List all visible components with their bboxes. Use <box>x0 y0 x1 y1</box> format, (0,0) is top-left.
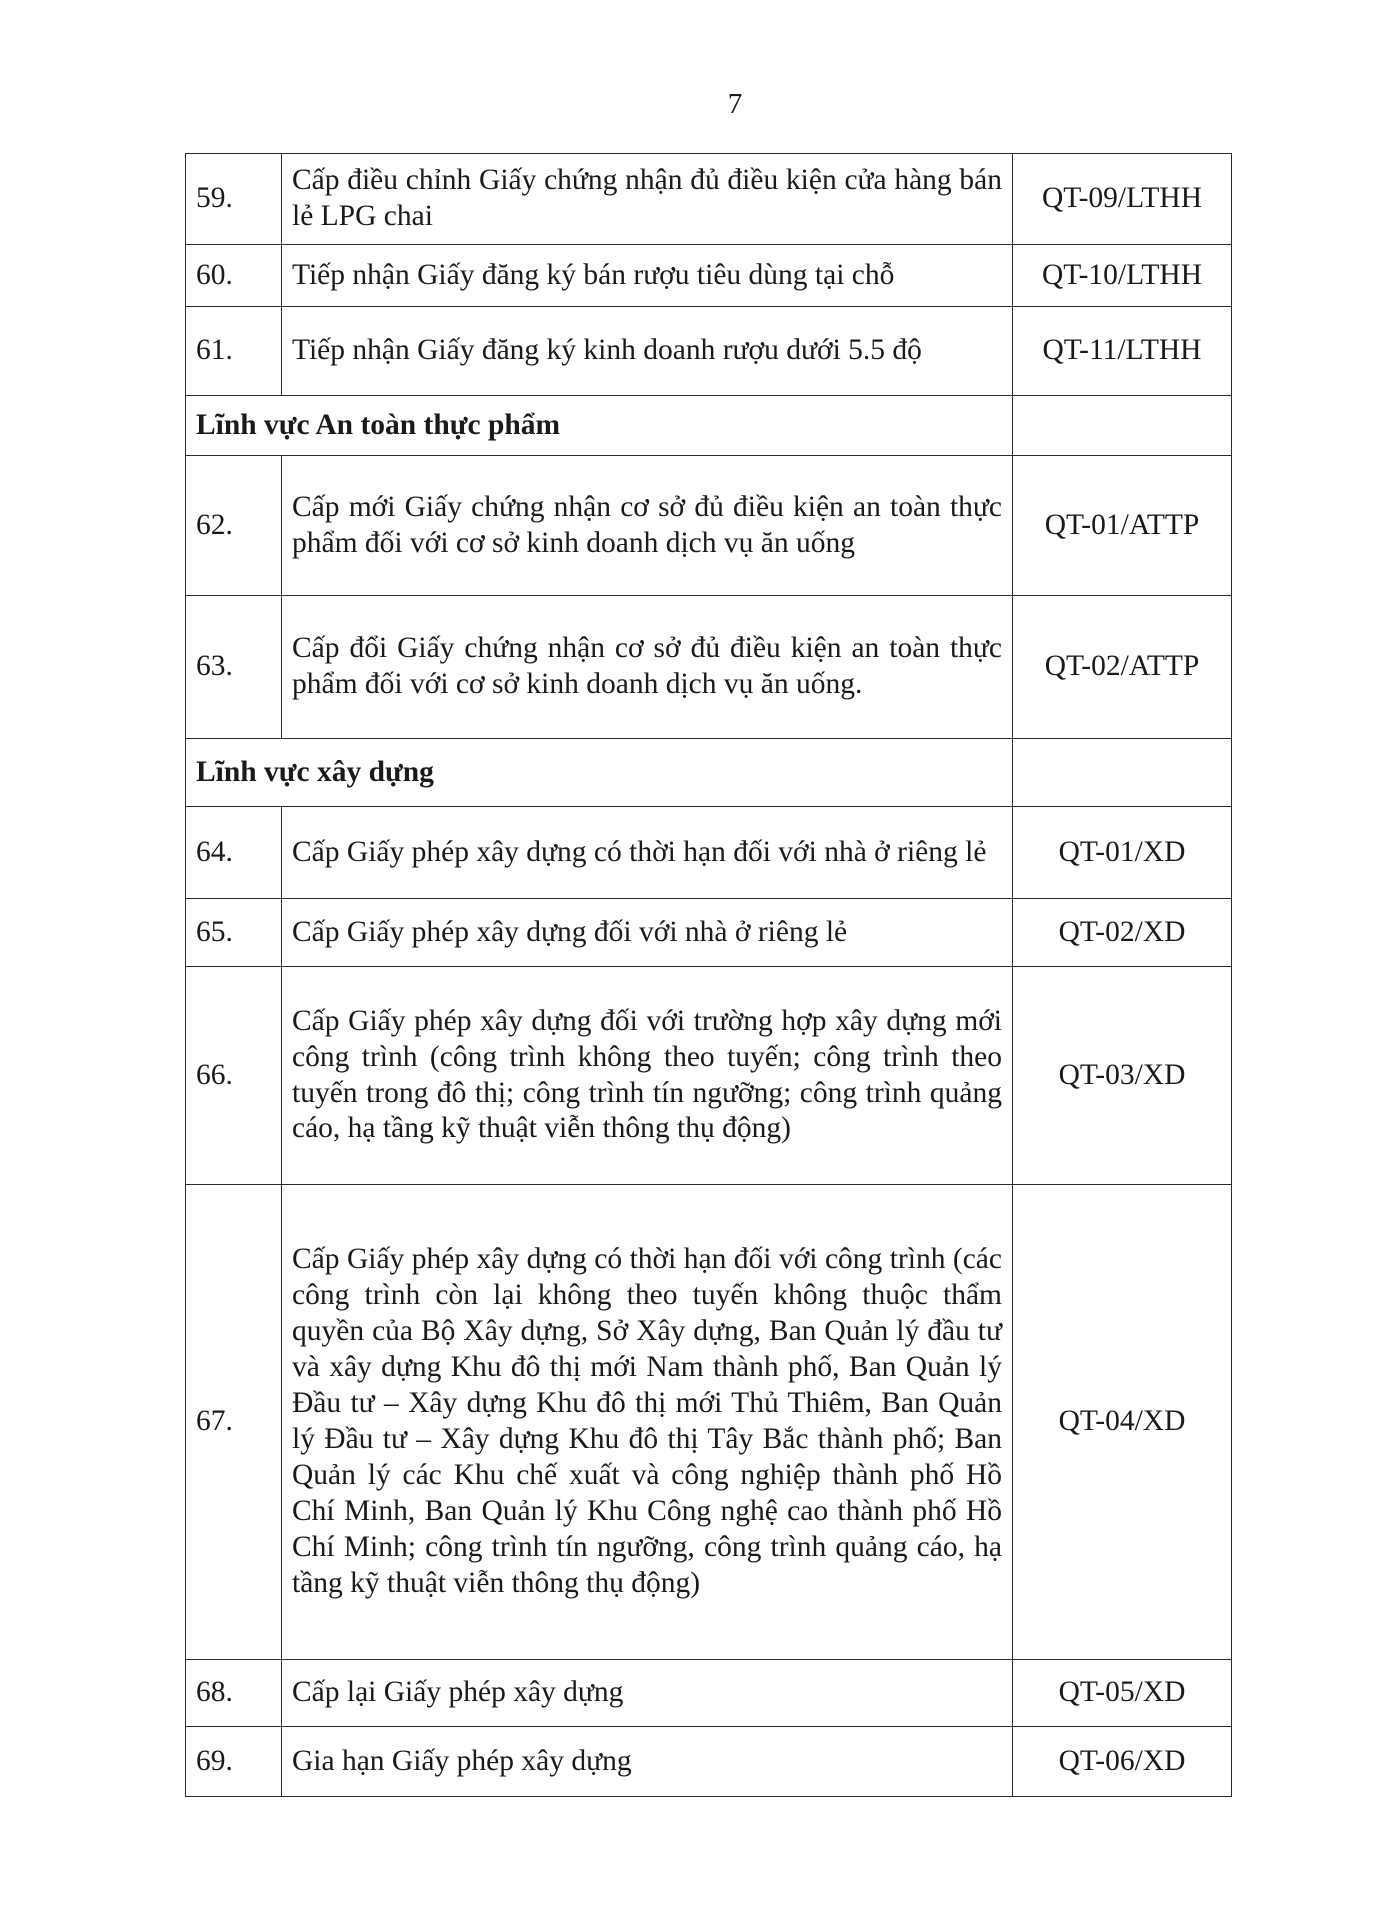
procedure-code: QT-01/ATTP <box>1013 456 1232 596</box>
procedure-code: QT-09/LTHH <box>1013 154 1232 245</box>
procedure-name: Cấp Giấy phép xây dựng có thời hạn đối với nhà ở riêng lẻ <box>282 807 1013 899</box>
table-row <box>186 596 1232 739</box>
row-number: 68. <box>186 1660 282 1727</box>
procedure-code: QT-05/XD <box>1013 1660 1232 1727</box>
row-number: 67. <box>186 1185 282 1660</box>
section-title: Lĩnh vực xây dựng <box>186 739 1013 807</box>
table-row <box>186 154 1232 245</box>
row-number: 62. <box>186 456 282 596</box>
table-row <box>186 1727 1232 1797</box>
procedure-name: Cấp mới Giấy chứng nhận cơ sở đủ điều kiện an toàn thực phẩm đối với cơ sở kinh doanh dịch vụ ăn uống <box>282 456 1013 596</box>
row-number: 64. <box>186 807 282 899</box>
procedure-name: Cấp Giấy phép xây dựng có thời hạn đối với công trình (các công trình còn lại không theo tuyến không thuộc thẩm quyền của Bộ Xây dựng, Sở Xây dựng, Ban Quản lý đầu tư và xây dựng Khu đô thị mới Nam thành phố, Ban Quản lý Đầu tư – Xây dựng Khu đô thị mới Thủ Thiêm, Ban Quản lý Đầu tư – Xây dựng Khu đô thị Tây Bắc thành phố; Ban Quản lý các Khu chế xuất và công nghiệp thành phố Hồ Chí Minh, Ban Quản lý Khu Công nghệ cao thành phố Hồ Chí Minh; công trình tín ngưỡng, công trình quảng cáo, hạ tầng kỹ thuật viễn thông thụ động) <box>282 1185 1013 1660</box>
page-number: 7 <box>727 88 743 120</box>
row-number: 69. <box>186 1727 282 1797</box>
procedure-code: QT-04/XD <box>1013 1185 1232 1660</box>
row-number: 65. <box>186 899 282 967</box>
section-code-cell <box>1013 739 1232 807</box>
procedure-code: QT-02/ATTP <box>1013 596 1232 739</box>
procedures-table <box>185 153 1232 1797</box>
row-number: 60. <box>186 245 282 307</box>
procedure-name: Cấp Giấy phép xây dựng đối với trường hợp xây dựng mới công trình (công trình không theo tuyến; công trình theo tuyến trong đô thị; công trình tín ngưỡng; công trình quảng cáo, hạ tầng kỹ thuật viễn thông thụ động) <box>282 967 1013 1185</box>
procedure-code: QT-01/XD <box>1013 807 1232 899</box>
table-row <box>186 456 1232 596</box>
procedure-name: Gia hạn Giấy phép xây dựng <box>282 1727 1013 1797</box>
procedure-name: Cấp lại Giấy phép xây dựng <box>282 1660 1013 1727</box>
procedure-code: QT-02/XD <box>1013 899 1232 967</box>
procedure-name: Cấp điều chỉnh Giấy chứng nhận đủ điều kiện cửa hàng bán lẻ LPG chai <box>282 154 1013 245</box>
row-number: 63. <box>186 596 282 739</box>
procedure-name: Tiếp nhận Giấy đăng ký kinh doanh rượu dưới 5.5 độ <box>282 307 1013 396</box>
procedure-code: QT-10/LTHH <box>1013 245 1232 307</box>
section-code-cell <box>1013 396 1232 456</box>
table-row <box>186 245 1232 307</box>
procedure-name: Cấp Giấy phép xây dựng đối với nhà ở riêng lẻ <box>282 899 1013 967</box>
procedure-code: QT-03/XD <box>1013 967 1232 1185</box>
procedure-name: Cấp đổi Giấy chứng nhận cơ sở đủ điều kiện an toàn thực phẩm đối với cơ sở kinh doanh dịch vụ ăn uống. <box>282 596 1013 739</box>
table-row <box>186 967 1232 1185</box>
section-row <box>186 739 1232 807</box>
table-row <box>186 807 1232 899</box>
table-row <box>186 899 1232 967</box>
procedure-code: QT-06/XD <box>1013 1727 1232 1797</box>
row-number: 61. <box>186 307 282 396</box>
section-row <box>186 396 1232 456</box>
table-row <box>186 307 1232 396</box>
row-number: 66. <box>186 967 282 1185</box>
procedure-name: Tiếp nhận Giấy đăng ký bán rượu tiêu dùng tại chỗ <box>282 245 1013 307</box>
section-title: Lĩnh vực An toàn thực phẩm <box>186 396 1013 456</box>
procedure-code: QT-11/LTHH <box>1013 307 1232 396</box>
table-row <box>186 1660 1232 1727</box>
row-number: 59. <box>186 154 282 245</box>
table-row <box>186 1185 1232 1660</box>
